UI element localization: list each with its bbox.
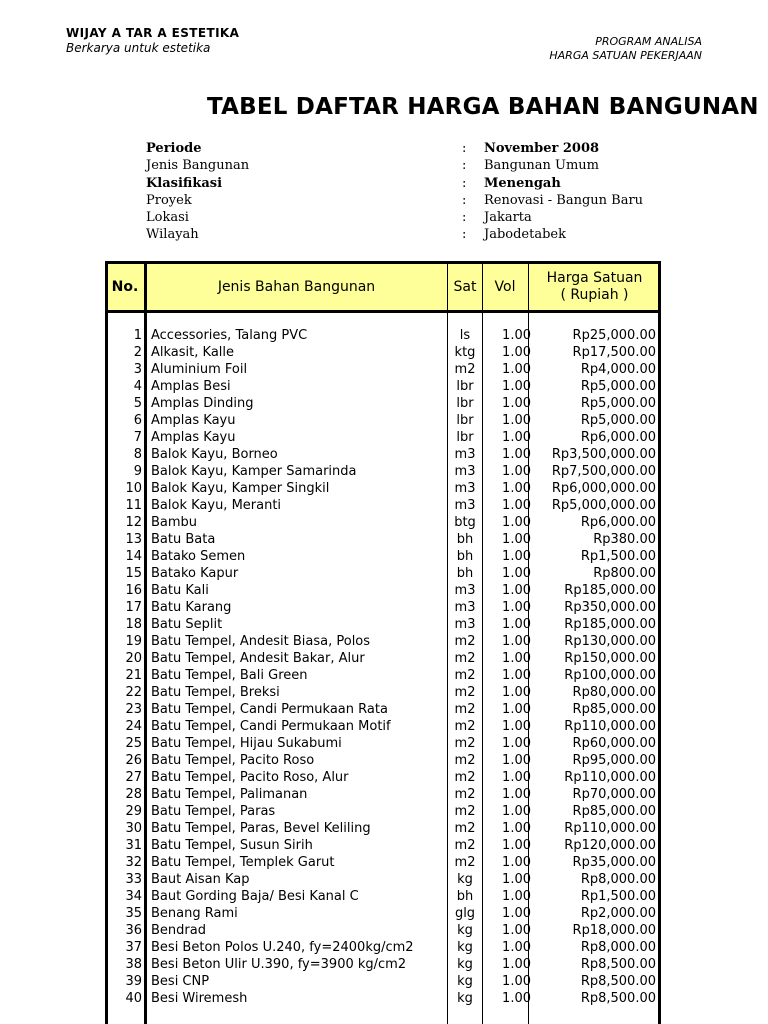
material-name: Batu Tempel, Andesit Bakar, Alur — [151, 651, 365, 666]
material-name: Besi Wiremesh — [151, 991, 248, 1006]
material-volume: 1.00 — [502, 872, 531, 887]
table-row — [105, 854, 661, 871]
material-price: Rp95,000.00 — [572, 753, 656, 768]
material-name: Batu Tempel, Pacito Roso, Alur — [151, 770, 349, 785]
material-name: Benang Rami — [151, 906, 238, 921]
material-unit: m2 — [454, 719, 476, 734]
material-unit: bh — [456, 532, 474, 547]
info-value: Bangunan Umum — [484, 158, 599, 174]
table-row — [105, 769, 661, 786]
table-row — [105, 956, 661, 973]
material-name: Batu Tempel, Paras — [151, 804, 276, 819]
row-number: 1 — [133, 328, 142, 343]
material-price: Rp6,000.00 — [580, 515, 656, 530]
material-name: Alkasit, Kalle — [151, 345, 235, 360]
table-row — [105, 667, 661, 684]
table-row — [105, 565, 661, 582]
material-name: Batu Tempel, Palimanan — [151, 787, 308, 802]
material-volume: 1.00 — [502, 447, 531, 462]
table-row — [105, 922, 661, 939]
material-name: Bendrad — [151, 923, 206, 938]
material-price: Rp5,000,000.00 — [551, 498, 656, 513]
table-row — [105, 871, 661, 888]
info-colon: : — [462, 141, 467, 156]
row-number: 34 — [125, 889, 142, 904]
material-unit: glg — [454, 906, 476, 921]
material-price: Rp110,000.00 — [564, 770, 656, 785]
material-price: Rp35,000.00 — [572, 855, 656, 870]
material-volume: 1.00 — [502, 583, 531, 598]
info-label: Wilayah — [146, 227, 199, 243]
material-name: Batu Karang — [151, 600, 232, 615]
company-tagline: Berkarya untuk estetika — [66, 41, 211, 55]
material-unit: m2 — [454, 736, 476, 751]
row-number: 3 — [133, 362, 142, 377]
row-number: 14 — [125, 549, 142, 564]
material-name: Batako Kapur — [151, 566, 239, 581]
table-row — [105, 820, 661, 837]
header-no: No. — [111, 278, 139, 295]
page-title: TABEL DAFTAR HARGA BAHAN BANGUNAN — [207, 94, 759, 120]
table-row — [105, 514, 661, 531]
row-number: 28 — [125, 787, 142, 802]
material-price: Rp130,000.00 — [564, 634, 656, 649]
info-value: Menengah — [484, 175, 561, 191]
header-unit: Sat — [453, 278, 477, 295]
materials-price-table — [105, 261, 661, 1024]
company-name: WIJAY A TAR A ESTETIKA — [66, 26, 240, 40]
material-volume: 1.00 — [502, 345, 531, 360]
material-price: Rp6,000,000.00 — [551, 481, 656, 496]
material-unit: ls — [459, 328, 471, 343]
material-unit: m2 — [454, 770, 476, 785]
table-row — [105, 701, 661, 718]
material-volume: 1.00 — [502, 940, 531, 955]
row-number: 13 — [125, 532, 142, 547]
material-price: Rp80,000.00 — [572, 685, 656, 700]
header-unit-price-line1: Harga Satuan — [546, 270, 643, 286]
row-number: 8 — [133, 447, 142, 462]
material-price: Rp2,000.00 — [580, 906, 656, 921]
material-price: Rp8,500.00 — [580, 957, 656, 972]
row-number: 31 — [125, 838, 142, 853]
table-row — [105, 888, 661, 905]
material-price: Rp60,000.00 — [572, 736, 656, 751]
material-volume: 1.00 — [502, 787, 531, 802]
row-number: 4 — [133, 379, 142, 394]
table-row — [105, 412, 661, 429]
material-price: Rp100,000.00 — [564, 668, 656, 683]
row-number: 29 — [125, 804, 142, 819]
material-volume: 1.00 — [502, 617, 531, 632]
material-unit: m3 — [454, 583, 476, 598]
row-number: 11 — [125, 498, 142, 513]
material-unit: kg — [457, 991, 473, 1006]
row-number: 2 — [133, 345, 142, 360]
material-unit: kg — [457, 957, 473, 972]
material-price: Rp185,000.00 — [564, 583, 656, 598]
material-volume: 1.00 — [502, 566, 531, 581]
material-name: Aluminium Foil — [151, 362, 248, 377]
material-unit: m2 — [454, 634, 476, 649]
material-price: Rp8,500.00 — [580, 991, 656, 1006]
table-row — [105, 531, 661, 548]
material-name: Batu Bata — [151, 532, 216, 547]
table-row — [105, 752, 661, 769]
material-volume: 1.00 — [502, 379, 531, 394]
material-volume: 1.00 — [502, 396, 531, 411]
material-name: Batu Tempel, Bali Green — [151, 668, 308, 683]
material-volume: 1.00 — [502, 362, 531, 377]
material-volume: 1.00 — [502, 923, 531, 938]
table-row — [105, 837, 661, 854]
info-colon: : — [462, 227, 467, 243]
row-number: 18 — [125, 617, 142, 632]
material-name: Balok Kayu, Meranti — [151, 498, 282, 513]
table-row — [105, 803, 661, 820]
row-number: 9 — [133, 464, 142, 479]
material-volume: 1.00 — [502, 736, 531, 751]
table-row — [105, 786, 661, 803]
material-price: Rp800.00 — [593, 566, 656, 581]
material-volume: 1.00 — [502, 702, 531, 717]
material-price: Rp85,000.00 — [572, 804, 656, 819]
table-row — [105, 548, 661, 565]
row-number: 25 — [125, 736, 142, 751]
row-number: 37 — [125, 940, 142, 955]
header-material-name: Jenis Bahan Bangunan — [217, 278, 376, 295]
row-number: 17 — [125, 600, 142, 615]
material-price: Rp8,500.00 — [580, 974, 656, 989]
material-unit: kg — [457, 974, 473, 989]
row-number: 10 — [125, 481, 142, 496]
material-price: Rp6,000.00 — [580, 430, 656, 445]
material-unit: m2 — [454, 838, 476, 853]
info-colon: : — [462, 192, 467, 208]
info-value: Jakarta — [484, 210, 532, 226]
material-volume: 1.00 — [502, 889, 531, 904]
material-unit: m3 — [454, 600, 476, 615]
table-row — [105, 973, 661, 990]
material-price: Rp3,500,000.00 — [551, 447, 656, 462]
material-volume: 1.00 — [502, 498, 531, 513]
material-volume: 1.00 — [502, 753, 531, 768]
row-number: 20 — [125, 651, 142, 666]
material-name: Balok Kayu, Kamper Singkil — [151, 481, 330, 496]
table-row — [105, 378, 661, 395]
material-unit: m2 — [454, 651, 476, 666]
header-unit-price-line2: ( Rupiah ) — [560, 287, 629, 303]
info-colon: : — [462, 175, 467, 191]
material-volume: 1.00 — [502, 600, 531, 615]
material-name: Bambu — [151, 515, 198, 530]
table-row — [105, 633, 661, 650]
material-name: Besi Beton Ulir U.390, fy=3900 kg/cm2 — [151, 957, 407, 972]
material-name: Balok Kayu, Kamper Samarinda — [151, 464, 357, 479]
material-name: Accessories, Talang PVC — [151, 328, 308, 343]
material-name: Amplas Dinding — [151, 396, 254, 411]
material-price: Rp5,000.00 — [580, 413, 656, 428]
material-name: Batu Kali — [151, 583, 209, 598]
material-unit: m2 — [454, 362, 476, 377]
material-name: Besi CNP — [151, 974, 210, 989]
row-number: 5 — [133, 396, 142, 411]
material-unit: m3 — [454, 447, 476, 462]
material-name: Batu Tempel, Templek Garut — [151, 855, 335, 870]
material-volume: 1.00 — [502, 855, 531, 870]
table-row — [105, 582, 661, 599]
material-unit: btg — [454, 515, 476, 530]
material-price: Rp18,000.00 — [572, 923, 656, 938]
material-volume: 1.00 — [502, 685, 531, 700]
row-number: 24 — [125, 719, 142, 734]
material-price: Rp350,000.00 — [564, 600, 656, 615]
material-volume: 1.00 — [502, 549, 531, 564]
table-row — [105, 497, 661, 514]
material-unit: m2 — [454, 804, 476, 819]
material-unit: bh — [456, 889, 474, 904]
table-row — [105, 650, 661, 667]
row-number: 30 — [125, 821, 142, 836]
material-price: Rp185,000.00 — [564, 617, 656, 632]
material-name: Amplas Besi — [151, 379, 231, 394]
material-volume: 1.00 — [502, 481, 531, 496]
material-unit: m2 — [454, 702, 476, 717]
row-number: 21 — [125, 668, 142, 683]
material-volume: 1.00 — [502, 515, 531, 530]
info-label: Proyek — [146, 192, 192, 208]
table-row — [105, 599, 661, 616]
row-number: 38 — [125, 957, 142, 972]
material-name: Batako Semen — [151, 549, 246, 564]
material-unit: m3 — [454, 481, 476, 496]
row-number: 15 — [125, 566, 142, 581]
material-volume: 1.00 — [502, 957, 531, 972]
material-unit: lbr — [456, 396, 474, 411]
material-unit: kg — [457, 872, 473, 887]
row-number: 22 — [125, 685, 142, 700]
material-name: Batu Tempel, Pacito Roso — [151, 753, 315, 768]
material-volume: 1.00 — [502, 413, 531, 428]
row-number: 23 — [125, 702, 142, 717]
header-unit-price — [528, 264, 661, 310]
material-name: Baut Gording Baja/ Besi Kanal C — [151, 889, 359, 904]
row-number: 40 — [125, 991, 142, 1006]
material-price: Rp70,000.00 — [572, 787, 656, 802]
program-title-line-1: PROGRAM ANALISA — [595, 35, 702, 48]
material-volume: 1.00 — [502, 906, 531, 921]
material-unit: m3 — [454, 464, 476, 479]
table-row — [105, 361, 661, 378]
material-name: Batu Tempel, Susun Sirih — [151, 838, 313, 853]
material-price: Rp380.00 — [593, 532, 656, 547]
row-number: 12 — [125, 515, 142, 530]
header-volume: Vol — [494, 278, 516, 295]
table-row — [105, 429, 661, 446]
material-volume: 1.00 — [502, 430, 531, 445]
material-unit: kg — [457, 940, 473, 955]
material-unit: m3 — [454, 498, 476, 513]
info-label: Lokasi — [146, 210, 189, 226]
table-row — [105, 463, 661, 480]
material-unit: ktg — [454, 345, 476, 360]
material-volume: 1.00 — [502, 464, 531, 479]
material-price: Rp150,000.00 — [564, 651, 656, 666]
material-volume: 1.00 — [502, 719, 531, 734]
table-row — [105, 718, 661, 735]
material-unit: m3 — [454, 617, 476, 632]
table-row — [105, 327, 661, 344]
info-colon: : — [462, 210, 467, 226]
table-body — [105, 327, 661, 1007]
material-volume: 1.00 — [502, 838, 531, 853]
material-name: Amplas Kayu — [151, 413, 236, 428]
material-unit: m2 — [454, 821, 476, 836]
table-row — [105, 344, 661, 361]
material-unit: m2 — [454, 753, 476, 768]
material-volume: 1.00 — [502, 328, 531, 343]
table-row — [105, 905, 661, 922]
material-volume: 1.00 — [502, 821, 531, 836]
material-volume: 1.00 — [502, 770, 531, 785]
material-name: Batu Tempel, Andesit Biasa, Polos — [151, 634, 371, 649]
info-label: Jenis Bangunan — [146, 158, 250, 174]
material-volume: 1.00 — [502, 634, 531, 649]
info-label: Periode — [146, 141, 202, 156]
table-row — [105, 446, 661, 463]
row-number: 27 — [125, 770, 142, 785]
material-unit: lbr — [456, 379, 474, 394]
info-value: November 2008 — [484, 141, 600, 156]
table-row — [105, 939, 661, 956]
row-number: 7 — [133, 430, 142, 445]
material-unit: bh — [456, 566, 474, 581]
material-name: Balok Kayu, Borneo — [151, 447, 278, 462]
material-unit: lbr — [456, 413, 474, 428]
material-price: Rp25,000.00 — [572, 328, 656, 343]
row-number: 33 — [125, 872, 142, 887]
material-name: Besi Beton Polos U.240, fy=2400kg/cm2 — [151, 940, 414, 955]
row-number: 16 — [125, 583, 142, 598]
material-price: Rp17,500.00 — [572, 345, 656, 360]
material-price: Rp4,000.00 — [580, 362, 656, 377]
material-name: Amplas Kayu — [151, 430, 236, 445]
material-volume: 1.00 — [502, 668, 531, 683]
row-number: 36 — [125, 923, 142, 938]
row-number: 32 — [125, 855, 142, 870]
info-colon: : — [462, 158, 467, 174]
material-unit: m2 — [454, 855, 476, 870]
material-volume: 1.00 — [502, 991, 531, 1006]
info-value: Renovasi - Bangun Baru — [484, 192, 644, 208]
material-price: Rp5,000.00 — [580, 396, 656, 411]
material-unit: m2 — [454, 685, 476, 700]
row-number: 6 — [133, 413, 142, 428]
material-unit: m2 — [454, 668, 476, 683]
material-price: Rp85,000.00 — [572, 702, 656, 717]
material-unit: m2 — [454, 787, 476, 802]
material-volume: 1.00 — [502, 532, 531, 547]
material-name: Batu Seplit — [151, 617, 223, 632]
material-name: Batu Tempel, Candi Permukaan Rata — [151, 702, 388, 717]
row-number: 19 — [125, 634, 142, 649]
material-volume: 1.00 — [502, 804, 531, 819]
program-title-line-2: HARGA SATUAN PEKERJAAN — [549, 49, 702, 62]
table-row — [105, 684, 661, 701]
info-value: Jabodetabek — [484, 227, 566, 243]
row-number: 26 — [125, 753, 142, 768]
material-price: Rp1,500.00 — [580, 549, 656, 564]
material-volume: 1.00 — [502, 974, 531, 989]
material-price: Rp110,000.00 — [564, 719, 656, 734]
material-name: Batu Tempel, Breksi — [151, 685, 280, 700]
material-name: Batu Tempel, Paras, Bevel Keliling — [151, 821, 371, 836]
material-price: Rp8,000.00 — [580, 940, 656, 955]
material-name: Batu Tempel, Candi Permukaan Motif — [151, 719, 391, 734]
material-name: Baut Aisan Kap — [151, 872, 250, 887]
material-price: Rp8,000.00 — [580, 872, 656, 887]
material-name: Batu Tempel, Hijau Sukabumi — [151, 736, 342, 751]
material-price: Rp1,500.00 — [580, 889, 656, 904]
material-unit: lbr — [456, 430, 474, 445]
table-row — [105, 990, 661, 1007]
table-row — [105, 480, 661, 497]
table-row — [105, 735, 661, 752]
table-row — [105, 395, 661, 412]
info-label: Klasifikasi — [146, 175, 223, 191]
row-number: 35 — [125, 906, 142, 921]
material-volume: 1.00 — [502, 651, 531, 666]
material-price: Rp7,500,000.00 — [551, 464, 656, 479]
table-row — [105, 616, 661, 633]
material-unit: kg — [457, 923, 473, 938]
material-price: Rp5,000.00 — [580, 379, 656, 394]
row-number: 39 — [125, 974, 142, 989]
material-unit: bh — [456, 549, 474, 564]
material-price: Rp120,000.00 — [564, 838, 656, 853]
material-price: Rp110,000.00 — [564, 821, 656, 836]
